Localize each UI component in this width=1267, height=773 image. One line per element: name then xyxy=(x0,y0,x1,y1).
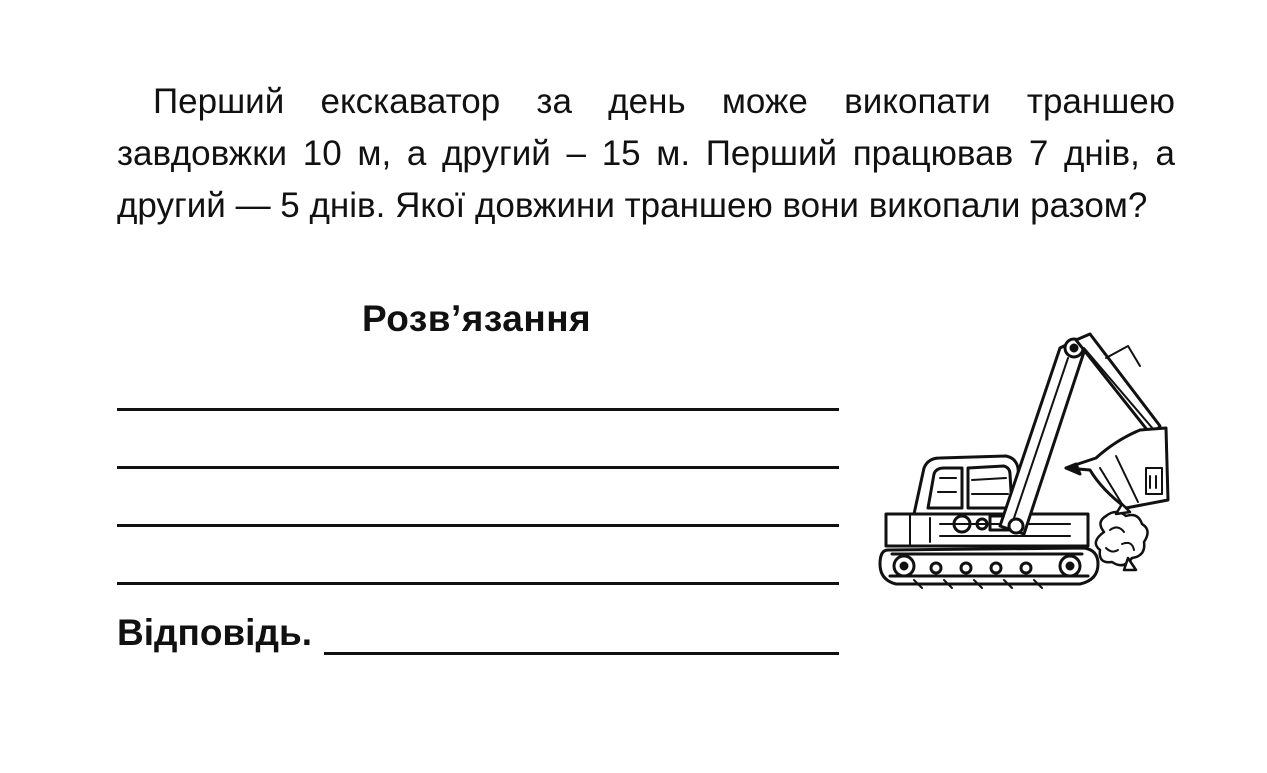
solution-line-3[interactable] xyxy=(117,524,839,527)
answer-line[interactable] xyxy=(324,652,839,655)
excavator-stick-icon xyxy=(1076,334,1160,444)
solution-line-4[interactable] xyxy=(117,582,839,585)
excavator-body-icon xyxy=(886,514,1088,546)
excavator-track-icon xyxy=(880,548,1098,588)
solution-line-1[interactable] xyxy=(117,408,839,411)
solution-line-2[interactable] xyxy=(117,466,839,469)
solution-title: Розв’язання xyxy=(362,298,592,339)
excavator-boom-icon xyxy=(1000,339,1084,534)
problem-text: Перший екскаватор за день може викопати траншею завдовжки 10 м, а другий – 15 м. Перший працював 7 днів, а другий — 5 днів. Якої довжини траншею вони викопали разом? xyxy=(117,82,1175,225)
excavator-bucket-icon xyxy=(1066,428,1168,508)
answer-label: Відповідь. xyxy=(117,612,312,653)
excavator-icon xyxy=(870,318,1170,598)
excavator-dirt-icon xyxy=(1096,504,1148,570)
